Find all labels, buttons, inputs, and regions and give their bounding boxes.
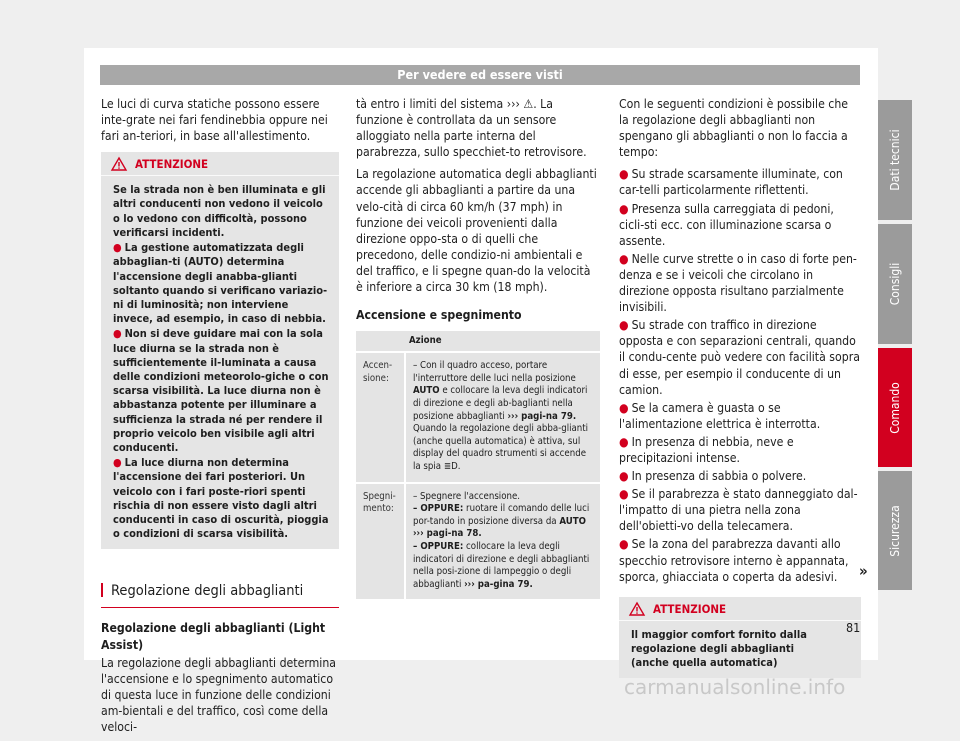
bullet-icon: ● xyxy=(619,434,629,449)
tab-dati-tecnici[interactable]: Dati tecnici xyxy=(878,100,912,220)
bullet-icon: ● xyxy=(619,537,629,552)
body-paragraph: tà entro i limiti del sistema ››› ⚠. La funzione è controllata da un sensore alloggiato nella parte interna del parabrezza, sullo specchiet-to retrovisore. xyxy=(356,97,587,160)
warning-title: ATTENZIONE xyxy=(135,157,209,172)
page-reference-link[interactable]: AUTO ››› pagi-na 78. xyxy=(413,515,586,540)
table-row xyxy=(356,484,600,602)
list-item: ● Nelle curve strette o in caso di forte pen-denza e se i veicoli che circolano in direzione opposta risultano parzialmente invisibili. xyxy=(619,251,857,315)
list-item: ● Presenza sulla carreggiata di pedoni, cicli-sti ecc. con illuminazione scarsa o assente. xyxy=(619,201,834,248)
table-caption: Accensione e spegnimento xyxy=(356,308,522,323)
page-reference-link[interactable]: ››› pa-gina 79. xyxy=(464,578,533,590)
warning-triangle-icon xyxy=(629,602,645,616)
table-header: Azione xyxy=(356,331,600,353)
warning-box xyxy=(619,597,861,679)
bullet-icon: ● xyxy=(619,469,629,484)
column-right xyxy=(619,96,861,678)
warning-lead: Se la strada non è ben illuminata e gli altri conducenti non vedono il veicolo o lo vedono con difficoltà, possono verificarsi incidenti. xyxy=(113,183,326,239)
list-item: ● Se il parabrezza è stato danneggiato dal-l'impatto di una pietra nella zona dell'obietti-vo della telecamera. xyxy=(619,487,858,534)
list-item: ● Su strade con traffico in direzione opposta e con separazioni centrali, quando il condu-cente può vedere con facilità sopra di esse, per esempio il conducente di un camion. xyxy=(619,318,860,397)
page-number: 81 xyxy=(846,620,861,635)
intro-paragraph: Le luci di curva statiche possono essere inte-grate nei fari fendinebbia oppure nei fari an-teriori, in base all'allestimento. xyxy=(101,97,328,144)
bullet-icon: ● xyxy=(619,201,629,216)
list-item: ● Se la camera è guasta o se l'alimentazione elettrica è interrotta. xyxy=(619,400,821,431)
tab-comando[interactable]: Comando xyxy=(878,348,912,467)
row-label: Spegni-mento: xyxy=(356,484,406,600)
warning-box xyxy=(101,152,339,549)
column-left xyxy=(101,96,339,741)
bullet-icon: ● xyxy=(619,167,629,182)
warning-body: Il maggior comfort fornito dalla regolazione degli abbaglianti (anche quella automatica) xyxy=(631,627,807,670)
list-item: ● In presenza di nebbia, neve e precipitazioni intense. xyxy=(619,434,794,465)
bullet-icon: ● xyxy=(619,400,629,415)
warning-header xyxy=(101,152,339,176)
warning-triangle-icon xyxy=(111,157,127,171)
tab-consigli[interactable]: Consigli xyxy=(878,224,912,344)
bullet-icon: ● xyxy=(619,251,629,266)
column-middle xyxy=(356,96,600,601)
subheading: Regolazione degli abbaglianti (Light Assist) xyxy=(101,621,326,652)
warning-item: ● La luce diurna non determina l'accensione dei fari posteriori. Un veicolo con i fari poste-riori spenti rischia di non essere visto dagli altri conducenti in caso di oscurità, pioggia o condizioni di scarsa visibilità. xyxy=(113,456,329,541)
body-paragraph: La regolazione automatica degli abbaglianti accende gli abbaglianti a partire da una velo-cità di circa 60 km/h (37 mph) in funzione dei veicoli provenienti dalla direzione oppo-sta o di quelli che precedono, delle condizio-ni ambientali e del traffico, e li spegne quan-do la velocità è inferiore a circa 30 km (18 mph). xyxy=(356,167,597,295)
tab-sicurezza[interactable]: Sicurezza xyxy=(878,471,912,590)
warning-title: ATTENZIONE xyxy=(653,601,727,616)
row-value: – Con il quadro acceso, portare l'interruttore delle luci nella posizione AUTO e collocare la leva degli indicatori di direzione e degli ab-baglianti nella posizione abbaglianti ››› pagi-na 79. Quando la regolazione degli abba-glianti (anche quella automatica) è attiva, sul display del quadro strumenti si accende la spia ≣D. xyxy=(413,360,589,472)
page-reference-link[interactable]: ››› pagi-na 79. xyxy=(507,410,577,422)
row-label: Accen-sione: xyxy=(356,353,406,481)
continue-chevron-icon: » xyxy=(859,562,868,580)
page-header: Per vedere ed essere visti xyxy=(100,65,860,85)
section-title: Regolazione degli abbaglianti xyxy=(101,583,339,608)
list-item: ● In presenza di sabbia o polvere. xyxy=(619,469,807,484)
warning-body xyxy=(101,176,339,549)
warning-header xyxy=(619,597,861,621)
intro-paragraph: Con le seguenti condizioni è possibile che la regolazione degli abbaglianti non spengano gli abbaglianti o non lo faccia a tempo: xyxy=(619,97,849,160)
high-beam-lamp-icon: ≣D. xyxy=(443,460,461,472)
bullet-icon: ● xyxy=(113,241,122,255)
row-value: – Spegnere l'accensione. – OPPURE: ruotare il comando delle luci por-tando in posizione diversa da AUTO ››› pagi-na 78. – OPPURE: collocare la leva degli indicatori di direzione e degli abbaglianti nella posi-zione di lampeggio o degli abbaglianti ››› pa-gina 79. xyxy=(413,490,590,590)
table-row xyxy=(356,353,600,483)
watermark: carmanualsonline.info xyxy=(624,675,846,699)
action-table xyxy=(356,331,600,601)
list-item: ● Su strade scarsamente illuminate, con car-telli particolarmente riflettenti. xyxy=(619,167,843,198)
warning-item: ● La gestione automatizzata degli abbaglian-ti (AUTO) determina l'accensione degli anabba-glianti soltanto quando si verificano variazio-ni di luminosità; non interviene invece, ad esempio, in caso di nebbia. xyxy=(113,241,328,326)
bullet-icon: ● xyxy=(113,327,122,341)
bullet-icon: ● xyxy=(619,318,629,333)
body-paragraph: La regolazione degli abbaglianti determina l'accensione e lo spegnimento automatico di questa luce in funzione delle condizioni am-bientali e del traffico, così come della veloci- xyxy=(101,655,337,735)
section-marker xyxy=(101,583,103,597)
bullet-icon: ● xyxy=(113,456,122,470)
bullet-icon: ● xyxy=(619,487,629,502)
warning-item: ● Non si deve guidare mai con la sola luce diurna se la strada non è sufficientemente il-luminata a causa delle condizioni meteorolo-giche o con scarsa visibilità. La luce diurna non è abbastanza potente per illuminare a sufficienza la strada né per rendere il proprio veicolo ben visibile agli altri conducenti. xyxy=(113,327,329,454)
list-item: ● Se la zona del parabrezza davanti allo specchio retrovisore interno è appannata, sporca, ghiacciata o coperta da adesivi. xyxy=(619,537,849,584)
